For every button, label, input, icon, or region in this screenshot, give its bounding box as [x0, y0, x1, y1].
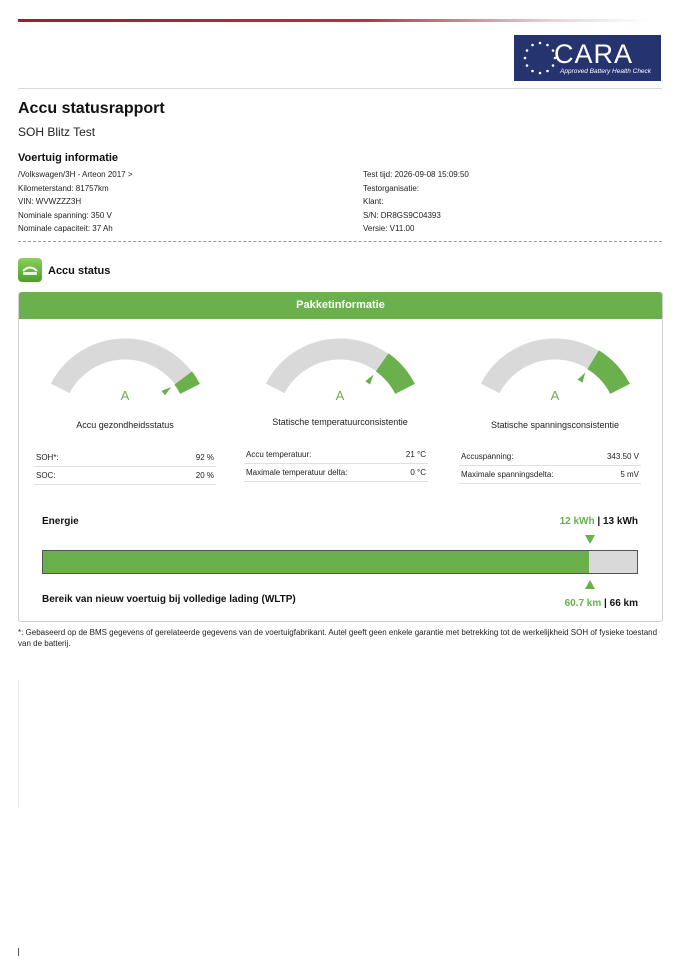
metric-value: 0 °C: [410, 468, 426, 477]
vehicle-mileage: Kilometerstand: 81757km: [18, 183, 109, 193]
metric-row: [244, 446, 428, 464]
health-gauge: [25, 330, 225, 410]
vehicle-info-right: [363, 168, 469, 236]
battery-status-title: Accu status: [48, 265, 111, 277]
range-current: 60.7 km: [564, 598, 602, 609]
energy-marker-icon: [585, 535, 595, 545]
stars-circle-icon: [522, 40, 558, 76]
logo-subtitle: Approved Battery Health Check: [560, 68, 652, 75]
metric-label: Accu temperatuur:: [246, 450, 312, 459]
metric-value: 343.50 V: [606, 452, 639, 461]
metric-value: 20 %: [195, 471, 214, 480]
customer: Klant:: [363, 197, 384, 206]
energy-current: 12 kWh: [559, 516, 595, 527]
metric-label: Accuspanning:: [461, 452, 514, 461]
nominal-voltage: Nominale spanning: 350 V: [18, 210, 112, 220]
health-metrics: [34, 449, 216, 485]
metric-label: Maximale temperatuur delta:: [246, 468, 348, 477]
serial-number: S/N: DR8GS9C04393: [363, 210, 441, 220]
temperature-metrics: [244, 446, 428, 482]
logo-title: CARA: [554, 39, 634, 69]
metric-value: 92 %: [195, 453, 214, 462]
metric-row: [34, 449, 216, 467]
energy-label: Energie: [42, 516, 79, 527]
health-gauge-label: Accu gezondheidsstatus: [76, 420, 174, 430]
gauge-grade: A: [335, 388, 345, 403]
vehicle-info-heading: Voertuig informatie: [18, 152, 119, 164]
metric-label: SOC:: [36, 471, 56, 480]
metric-row: [34, 467, 216, 485]
metric-row: [244, 464, 428, 482]
vehicle-model: /Volkswagen/3H - Arteon 2017 >: [18, 170, 133, 179]
package-info-header: Pakketinformatie: [19, 292, 662, 319]
voltage-gauge: [455, 330, 655, 410]
temperature-gauge-label: Statische temperatuurconsistentie: [272, 417, 408, 427]
nominal-capacity: Nominale capaciteit: 37 Ah: [18, 224, 113, 233]
metric-value: 21 °C: [405, 450, 426, 459]
energy-values: [480, 516, 638, 527]
range-marker-icon: [585, 580, 595, 590]
gauge-pointer: [161, 387, 171, 395]
energy-bar: [42, 550, 638, 574]
page-edge-mark: [18, 948, 19, 956]
report-title: Accu statusrapport: [18, 100, 165, 117]
metric-row: [459, 466, 641, 484]
vehicle-vin: VIN: WVWZZZ3H: [18, 197, 82, 206]
version: Versie: V11.00: [363, 224, 415, 233]
gauge-grade: A: [120, 388, 130, 403]
temperature-gauge: [240, 330, 440, 410]
test-organisation: Testorganisatie:: [363, 183, 420, 193]
footnote: *: Gebaseerd op de BMS gegevens of gerelateerde gegevens van de voertuigfabrikant. Autel geeft geen enkele garantie met betrekking tot de werkelijkheid SOH of fysieke toestand van de batterij.: [18, 628, 658, 648]
header-divider: [18, 88, 662, 89]
dashed-divider: [18, 241, 662, 242]
metric-value: 5 mV: [620, 470, 639, 479]
range-separator: |: [604, 598, 607, 609]
metric-row: [459, 448, 641, 466]
gauge-grade: A: [550, 388, 560, 403]
range-label: Bereik van nieuw voertuig bij volledige lading (WLTP): [42, 594, 296, 605]
energy-separator: |: [597, 516, 601, 527]
energy-bar-fill: [43, 551, 589, 573]
range-total: 66 km: [609, 598, 638, 609]
cara-logo: [514, 35, 661, 81]
test-time: Test tijd: 2026-09-08 15:09:50: [363, 170, 469, 179]
metric-label: Maximale spanningsdelta:: [461, 470, 554, 479]
range-values: [480, 598, 638, 609]
gauge-pointer: [365, 375, 373, 385]
voltage-gauge-label: Statische spanningsconsistentie: [490, 420, 620, 430]
voltage-metrics: [459, 448, 641, 484]
report-subtitle: SOH Blitz Test: [18, 125, 96, 139]
gauge-pointer: [578, 373, 586, 383]
vehicle-info-left: [18, 168, 133, 236]
energy-total: 13 kWh: [602, 516, 638, 527]
page-edge-line: [18, 680, 19, 808]
header-accent-line: [18, 19, 648, 22]
metric-label: SOH*:: [36, 453, 59, 462]
battery-status-icon: [18, 258, 42, 282]
